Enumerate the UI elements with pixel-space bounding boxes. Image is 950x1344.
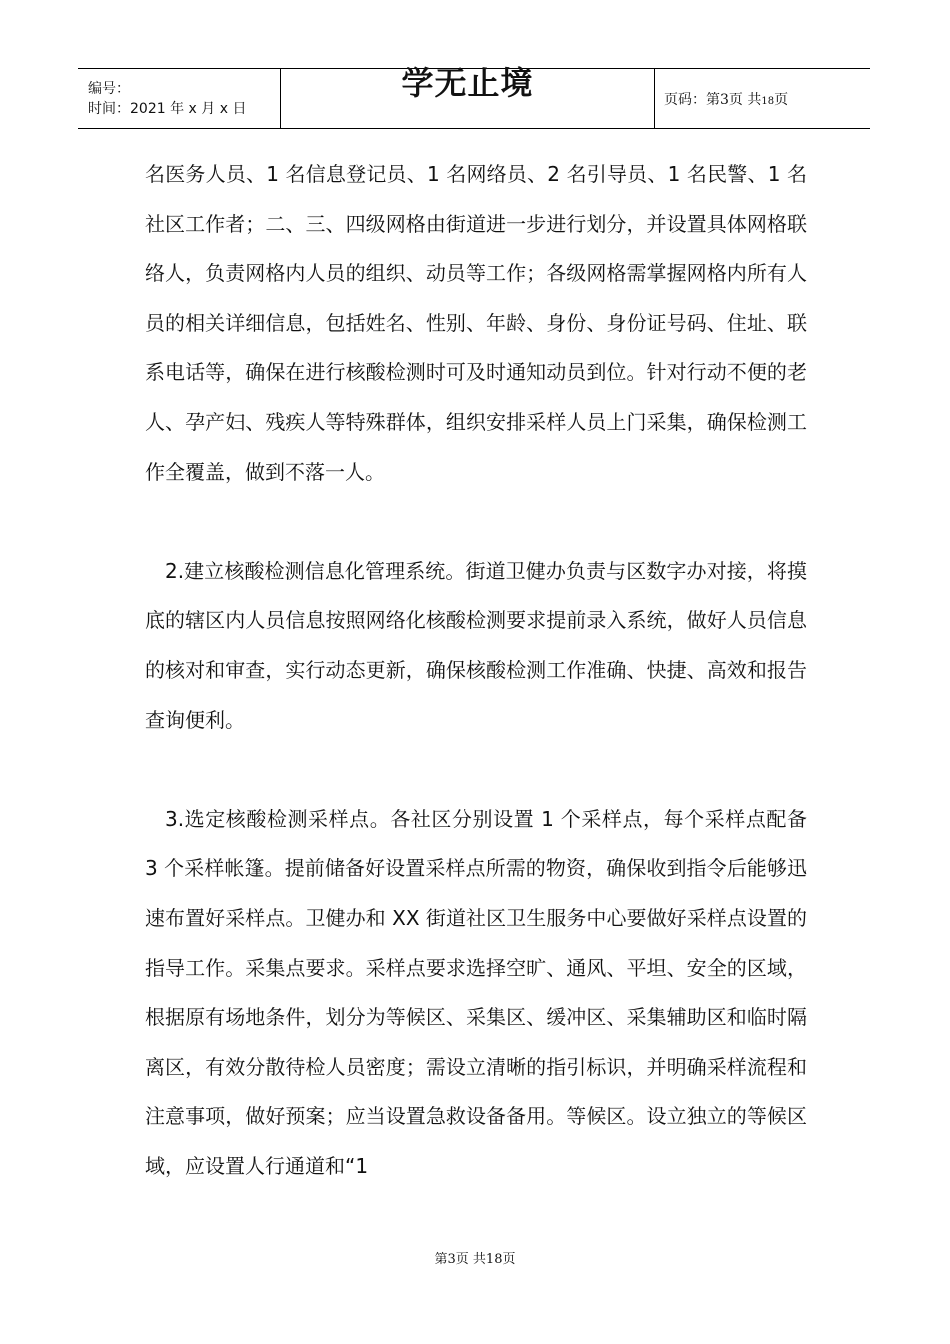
page-total: 18	[761, 96, 775, 107]
page-mid: 页 共	[728, 92, 762, 108]
header-title-cell	[281, 64, 655, 128]
document-header	[78, 64, 870, 129]
paragraph-sampling-sites: 3.选定核酸检测采样点。各社区分别设置 1 个采样点，每个采样点配备 3 个采样帐篷。提前储备好设置采样点所需的物资，确保收到指令后能够迅速布置好采样点。卫健办和 XX 街道社区卫生服务中心要做好采样点设置的指导工作。采集点要求。采样点要求选择空旷、通风、平坦、安全的区域，根据原有场地条件，划分为等候区、采集区、缓冲区、采集辅助区和临时隔离区，有效分散待检人员密度；需设立清晰的指引标识，并明确采样流程和注意事项，做好预案；应当设置急救设备备用。等候区。设立独立的等候区域，应设置人行通道和“1	[145, 806, 807, 1178]
page-suffix: 页	[774, 92, 789, 108]
document-time-label: 时间：2021 年 x 月 x 日	[88, 101, 247, 117]
page-current: 3	[720, 92, 729, 108]
document-body	[145, 150, 807, 1191]
header-meta-cell	[78, 69, 281, 128]
page-prefix: 页码：第	[664, 92, 720, 108]
header-page-cell	[655, 69, 870, 128]
document-number-label: 编号：	[88, 81, 130, 97]
header-title: 学无止境	[401, 64, 534, 102]
page-footer: 第3页 共18页	[434, 1252, 516, 1267]
paragraph-continued: 名医务人员、1 名信息登记员、1 名网络员、2 名引导员、1 名民警、1 名社区工作者；二、三、四级网格由街道进一步进行划分，并设置具体网格联络人，负责网格内人员的组织、动员等工作；各级网格需掌握网格内所有人员的相关详细信息，包括姓名、性别、年龄、身份、身份证号码、住址、联系电话等，确保在进行核酸检测时可及时通知动员到位。针对行动不便的老人、孕产妇、残疾人等特殊群体，组织安排采样人员上门采集，确保检测工作全覆盖，做到不落一人。	[145, 162, 807, 484]
paragraph-info-system: 2.建立核酸检测信息化管理系统。街道卫健办负责与区数字办对接，将摸底的辖区内人员信息按照网络化核酸检测要求提前录入系统，做好人员信息的核对和审查，实行动态更新，确保核酸检测工作准确、快捷、高效和报告查询便利。	[145, 558, 807, 732]
